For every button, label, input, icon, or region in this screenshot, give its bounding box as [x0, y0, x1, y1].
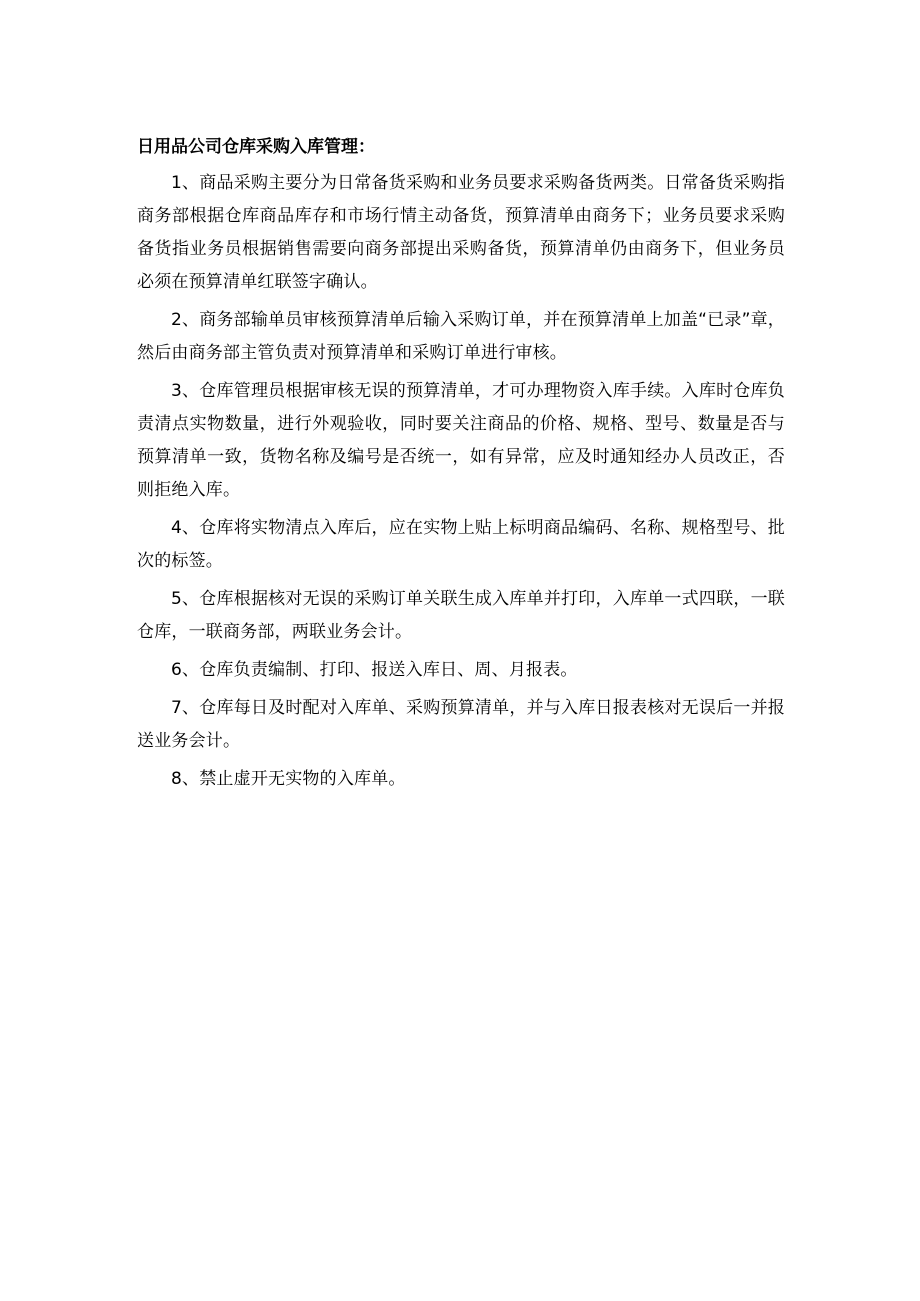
paragraph-4: 4、仓库将实物清点入库后，应在实物上贴上标明商品编码、名称、规格型号、批次的标签。 — [137, 518, 785, 571]
paragraph-1: 1、商品采购主要分为日常备货采购和业务员要求采购备货两类。日常备货采购指商务部根据仓库商品库存和市场行情主动备货，预算清单由商务下；业务员要求采购备货指业务员根据销售需要向商务部提出采购备货，预算清单仍由商务下，但业务员必须在预算清单红联签字确认。 — [137, 173, 785, 292]
paragraph-8: 8、禁止虚开无实物的入库单。 — [171, 769, 406, 789]
document-body — [137, 131, 785, 801]
document-title: 日用品公司仓库采购入库管理： — [137, 137, 375, 157]
paragraph-7: 7、仓库每日及时配对入库单、采购预算清单，并与入库日报表核对无误后一并报送业务会计。 — [137, 698, 785, 751]
paragraph-2: 2、商务部输单员审核预算清单后输入采购订单，并在预算清单上加盖“已录”章，然后由商务部主管负责对预算清单和采购订单进行审核。 — [137, 310, 785, 363]
paragraph-6: 6、仓库负责编制、打印、报送入库日、周、月报表。 — [171, 660, 578, 680]
paragraph-3: 3、仓库管理员根据审核无误的预算清单，才可办理物资入库手续。入库时仓库负责清点实物数量，进行外观验收，同时要关注商品的价格、规格、型号、数量是否与预算清单一致，货物名称及编号是否统一，如有异常，应及时通知经办人员改正，否则拒绝入库。 — [137, 381, 785, 500]
paragraph-5: 5、仓库根据核对无误的采购订单关联生成入库单并打印，入库单一式四联，一联仓库，一联商务部，两联业务会计。 — [137, 589, 785, 642]
